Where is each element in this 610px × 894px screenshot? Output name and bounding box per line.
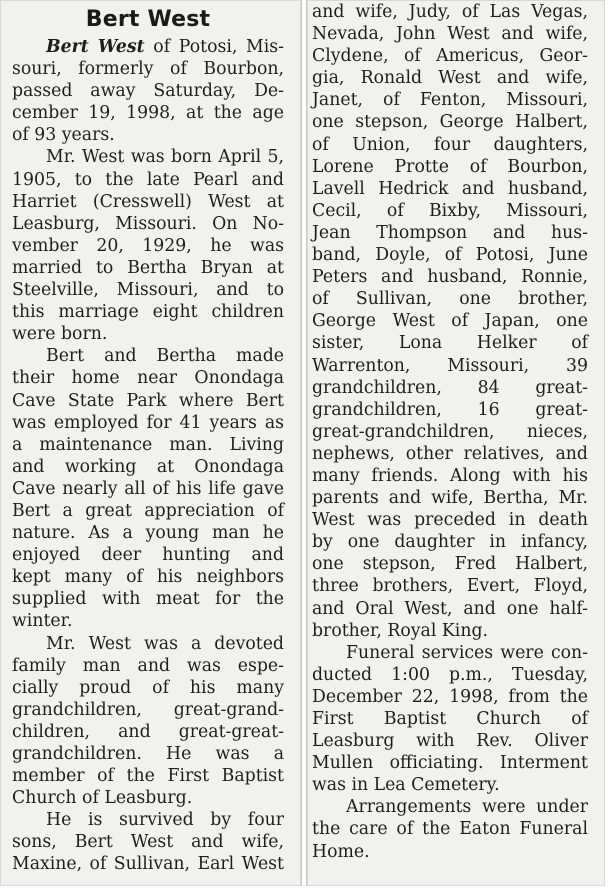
obituary-text-line: [312, 487, 588, 509]
obituary-lead-name: Bert West: [46, 37, 145, 57]
obituary-line-text: ducted 1:00 p.m., Tuesday,: [312, 664, 588, 685]
obituary-text-line: [12, 191, 284, 213]
obituary-line-text: Leasburg, Missouri. On No-: [12, 213, 284, 234]
obituary-text-line: [12, 146, 284, 168]
obituary-text-line: [12, 787, 284, 809]
obituary-line-text: First Baptist Church of: [312, 709, 588, 729]
obituary-text-line: [12, 323, 284, 345]
obituary-line-text: the care of the Eaton Funeral: [312, 819, 588, 840]
obituary-text-line: [12, 633, 284, 655]
obituary-line-text: married to Bertha Bryan at: [12, 257, 284, 278]
obituary-text-line: [12, 478, 284, 500]
obituary-headline: Bert West: [85, 7, 211, 32]
obituary-line-text: brother, Royal King.: [312, 620, 489, 641]
obituary-text-line: [312, 23, 588, 45]
obituary-text-line: [312, 796, 588, 818]
obituary-line-text: nephews, other relatives, and: [312, 443, 588, 464]
obituary-line-text: nature. As a young man he: [12, 523, 284, 544]
obituary-text-line: [312, 332, 588, 354]
obituary-text-line: [312, 730, 588, 752]
obituary-text-line: [312, 111, 588, 133]
obituary-text-line: [12, 831, 284, 853]
obituary-line-text: Leasburg with Rev. Oliver: [312, 731, 588, 752]
obituary-line-text: one stepson, George Halbert,: [312, 112, 588, 133]
obituary-text-line: [12, 102, 284, 124]
obituary-line-text: Warrenton, Missouri, 39: [312, 355, 588, 376]
obituary-line-text: Steelville, Missouri, and to: [12, 280, 284, 301]
obituary-text-line: [312, 355, 588, 377]
obituary-line-text: grandchildren, great-grand-: [12, 699, 284, 720]
obituary-text-line: [12, 434, 284, 456]
obituary-text-line: [312, 156, 588, 178]
obituary-text-line: [312, 45, 588, 67]
obituary-text-line: [312, 1, 588, 23]
obituary-text-line: [12, 853, 284, 875]
obituary-text-line: [312, 841, 588, 863]
obituary-line-text: Mr. West was born April 5,: [46, 147, 284, 168]
obituary-line-text: Lavell Hedrick and husband,: [312, 178, 588, 199]
obituary-text-line: [312, 598, 588, 620]
obituary-line-text: winter.: [12, 611, 73, 632]
obituary-text-line: [312, 642, 588, 664]
obituary-line-text: family man and was espe-: [12, 655, 284, 676]
obituary-text-line: [12, 655, 284, 677]
obituary-text-line: [312, 67, 588, 89]
obituary-text-line: [312, 465, 588, 487]
obituary-line-text: Nevada, John West and wife,: [312, 24, 588, 45]
obituary-line-text: of Potosi, Mis-: [144, 37, 284, 57]
obituary-line-text: one stepson, Fred Halbert,: [312, 554, 588, 575]
obituary-text-line: [312, 200, 588, 222]
obituary-text-line: [312, 708, 588, 730]
obituary-left-body: [12, 36, 284, 876]
obituary-line-text: and working at Onondaga: [12, 456, 284, 477]
obituary-line-text: 1905, to the late Pearl and: [12, 169, 284, 190]
obituary-line-text: three brothers, Evert, Floyd,: [312, 576, 588, 597]
obituary-text-line: [312, 421, 588, 443]
obituary-text-line: [312, 89, 588, 111]
obituary-text-line: [12, 301, 284, 323]
obituary-line-text: Harriet (Cresswell) West at: [12, 191, 284, 212]
obituary-line-text: Cave nearly all of his life gave: [12, 478, 284, 499]
obituary-line-text: band, Doyle, of Potosi, June: [312, 245, 588, 266]
obituary-text-line: [12, 677, 284, 699]
obituary-text-line: [312, 509, 588, 531]
obituary-text-line: [12, 390, 284, 412]
obituary-text-line: [312, 774, 588, 796]
obituary-text-line: [312, 222, 588, 244]
obituary-text-line: [312, 377, 588, 399]
obituary-line-text: many friends. Along with his: [312, 465, 588, 486]
obituary-line-text: Janet, of Fenton, Missouri,: [312, 90, 588, 111]
obituary-line-text: Bert and Bertha made: [46, 346, 284, 367]
obituary-text-line: [12, 699, 284, 721]
obituary-line-text: gia, Ronald West and wife,: [312, 68, 588, 89]
obituary-line-text: kept many of his neighbors: [12, 567, 284, 588]
obituary-text-line: [312, 818, 588, 840]
obituary-line-text: Bert a great appreciation of: [12, 500, 284, 521]
obituary-line-text: West was preceded in death: [312, 510, 588, 531]
obituary-line-text: December 22, 1998, from the: [312, 686, 588, 707]
obituary-line-text: Funeral services were con-: [346, 642, 588, 663]
obituary-text-line: [312, 752, 588, 774]
obituary-line-text: grandchildren, 16 great-: [312, 399, 588, 420]
obituary-text-line: [312, 310, 588, 332]
obituary-line-text: sister, Lona Helker of: [312, 333, 588, 354]
obituary-text-line: [312, 266, 588, 288]
obituary-column-left: [12, 6, 284, 876]
obituary-text-line: [12, 721, 284, 743]
obituary-text-line: [12, 58, 284, 80]
obituary-line-text: enjoyed deer hunting and: [12, 545, 284, 566]
obituary-text-line: [12, 456, 284, 478]
obituary-text-line: [12, 500, 284, 522]
obituary-line-text: and Oral West, and one half-: [312, 598, 588, 619]
obituary-text-line: [12, 588, 284, 610]
obituary-text-line: [312, 575, 588, 597]
obituary-line-text: Cave State Park where Bert: [12, 390, 284, 411]
obituary-line-text: Mr. West was a devoted: [46, 633, 284, 654]
obituary-line-text: of 93 years.: [12, 125, 115, 146]
obituary-text-line: [12, 345, 284, 367]
obituary-line-text: this marriage eight children: [12, 302, 284, 323]
obituary-text-line: [12, 367, 284, 389]
obituary-line-text: a maintenance man. Living: [12, 434, 284, 455]
obituary-line-text: Cecil, of Bixby, Missouri,: [312, 200, 588, 221]
obituary-text-line: [12, 124, 284, 146]
obituary-text-line: [12, 169, 284, 191]
obituary-line-text: supplied with meat for the: [12, 589, 284, 610]
obituary-text-line: [312, 288, 588, 310]
obituary-text-line: [312, 686, 588, 708]
obituary-text-line: [312, 178, 588, 200]
obituary-line-text: He is survived by four: [46, 810, 284, 831]
obituary-text-line: [312, 443, 588, 465]
obituary-line-text: and wife, Judy, of Las Vegas,: [312, 2, 588, 22]
obituary-column-right: [312, 1, 588, 863]
obituary-line-text: souri, formerly of Bourbon,: [12, 59, 284, 80]
obituary-line-text: Lorene Protte of Bourbon,: [312, 156, 588, 177]
obituary-line-text: passed away Saturday, De-: [12, 81, 284, 102]
obituary-text-line: [12, 610, 284, 632]
obituary-line-text: Maxine, of Sullivan, Earl West: [12, 854, 284, 875]
obituary-text-line: [12, 36, 284, 58]
obituary-line-text: parents and wife, Bertha, Mr.: [312, 488, 588, 509]
obituary-line-text: cember 19, 1998, at the age: [12, 103, 284, 124]
obituary-text-line: [12, 412, 284, 434]
obituary-text-line: [312, 664, 588, 686]
obituary-line-text: of Union, four daughters,: [312, 134, 588, 155]
obituary-line-text: vember 20, 1929, he was: [12, 235, 284, 256]
obituary-line-text: Church of Leasburg.: [12, 788, 193, 809]
obituary-line-text: were born.: [12, 324, 108, 345]
obituary-text-line: [12, 566, 284, 588]
obituary-text-line: [12, 522, 284, 544]
obituary-text-line: [12, 809, 284, 831]
obituary-text-line: [12, 765, 284, 787]
obituary-line-text: was employed for 41 years as: [12, 412, 284, 433]
obituary-text-line: [12, 235, 284, 257]
obituary-line-text: of Sullivan, one brother,: [312, 289, 588, 310]
obituary-line-text: sons, Bert West and wife,: [12, 832, 284, 853]
obituary-text-line: [312, 531, 588, 553]
obituary-text-line: [12, 279, 284, 301]
obituary-line-text: was in Lea Cemetery.: [312, 775, 500, 796]
obituary-text-line: [12, 257, 284, 279]
obituary-text-line: [312, 244, 588, 266]
obituary-line-text: Mullen officiating. Interment: [312, 753, 588, 774]
obituary-line-text: by one daughter in infancy,: [312, 532, 588, 553]
obituary-line-text: Arrangements were under: [346, 797, 588, 818]
obituary-line-text: great-grandchildren, nieces,: [312, 421, 588, 442]
obituary-line-text: Peters and husband, Ronnie,: [312, 267, 588, 288]
obituary-text-line: [312, 399, 588, 421]
obituary-line-text: grandchildren. He was a: [12, 744, 284, 764]
obituary-line-text: George West of Japan, one: [312, 311, 588, 332]
obituary-text-line: [12, 743, 284, 765]
obituary-text-line: [12, 213, 284, 235]
obituary-line-text: children, and great-great-: [12, 721, 284, 742]
obituary-text-line: [312, 134, 588, 156]
obituary-line-text: member of the First Baptist: [12, 766, 284, 787]
obituary-text-line: [312, 553, 588, 575]
obituary-line-text: grandchildren, 84 great-: [312, 377, 588, 398]
obituary-line-text: Home.: [312, 841, 370, 862]
obituary-line-text: Jean Thompson and hus-: [312, 222, 588, 243]
obituary-right-body: [312, 1, 588, 863]
obituary-line-text: Clydene, of Americus, Geor-: [312, 46, 588, 67]
obituary-text-line: [12, 544, 284, 566]
obituary-text-line: [312, 620, 588, 642]
obituary-line-text: cially proud of his many: [12, 677, 284, 698]
obituary-line-text: their home near Onondaga: [12, 368, 284, 389]
obituary-text-line: [12, 80, 284, 102]
